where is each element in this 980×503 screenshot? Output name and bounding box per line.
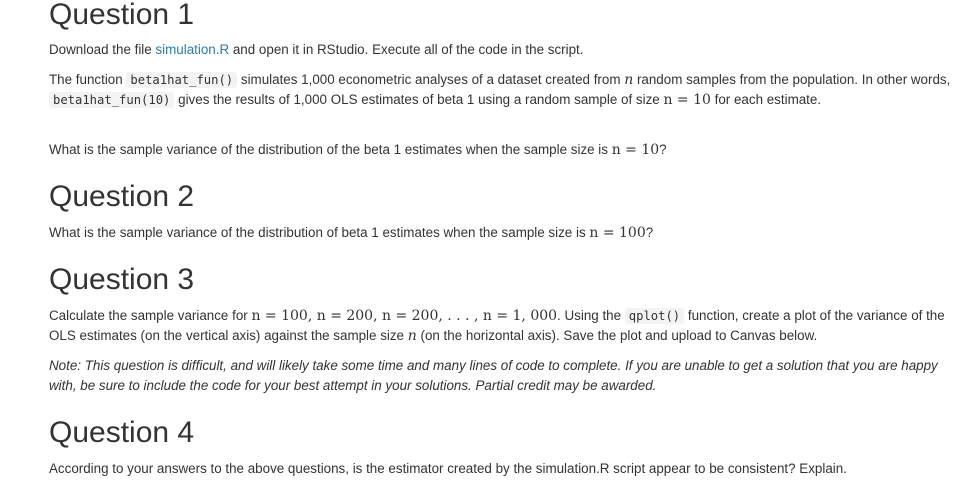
q3-note: Note: This question is difficult, and will likely take some time and many lines of code to complete. If you are unable to get a solution that you are happy with, be sure to include the code for your best attempt in your solutions. Partial credit may be awarded. — [49, 358, 938, 393]
q3-paragraph — [49, 306, 961, 346]
qplot-code: qplot() — [625, 308, 684, 324]
q2-question-suffix: ? — [645, 225, 654, 240]
simulation-file-link[interactable]: simulation.R — [155, 42, 230, 57]
q2-question-prefix: What is the sample variance of the distribution of beta 1 estimates when the sample size is — [49, 225, 590, 240]
math-n-eq-10: n = 10 — [663, 92, 711, 108]
question-4-heading: Question 4 — [49, 416, 195, 449]
q1-intro-paragraph — [49, 40, 961, 60]
q1-p2-c: random samples from the population. In other words, — [633, 72, 951, 87]
q3-math-sequence: n = 100, n = 200, n = 200, . . . , n = 1, 000 — [251, 308, 558, 324]
beta1hat-fun-code: beta1hat_fun() — [126, 72, 237, 88]
q3-p-c: function, create a plot of the variance of the OLS estimates (on the vertical axis) against the sample size — [49, 308, 945, 343]
question-3-heading: Question 3 — [49, 263, 195, 296]
q1-p2-a: The function — [49, 72, 127, 87]
q2-question-math: n = 100 — [589, 225, 646, 241]
q1-p2-e: for each estimate. — [710, 92, 822, 107]
question-1-heading: Question 1 — [49, 0, 195, 31]
q1-question-suffix: ? — [659, 142, 667, 157]
question-2-heading: Question 2 — [49, 180, 195, 213]
q1-p2-b: simulates 1,000 econometric analyses of a dataset created from — [237, 72, 625, 87]
q1-p2-d: gives the results of 1,000 OLS estimates of beta 1 using a random sample of size — [174, 92, 664, 107]
q1-function-paragraph — [49, 70, 961, 110]
q3-p-d: (on the horizontal axis). Save the plot and upload to Canvas below. — [416, 328, 818, 343]
q1-intro-suffix: and open it in RStudio. Execute all of the code in the script. — [229, 42, 584, 57]
q1-intro-prefix: Download the file — [49, 42, 156, 57]
math-n: n — [624, 72, 634, 88]
q1-question-prefix: What is the sample variance of the distribution of the beta 1 estimates when the sample size is — [49, 142, 612, 157]
q2-question — [49, 223, 961, 243]
q4-question: According to your answers to the above questions, is the estimator created by the simulation.R script appear to be consistent? Explain. — [49, 461, 847, 476]
q3-p-a: Calculate the sample variance for — [49, 308, 252, 323]
beta1hat-fun-10-code: beta1hat_fun(10) — [49, 92, 174, 108]
q3-p-b: . Using the — [557, 308, 625, 323]
q1-question — [49, 140, 961, 160]
q3-math-n: n — [407, 328, 417, 344]
q1-question-math: n = 10 — [611, 142, 660, 158]
